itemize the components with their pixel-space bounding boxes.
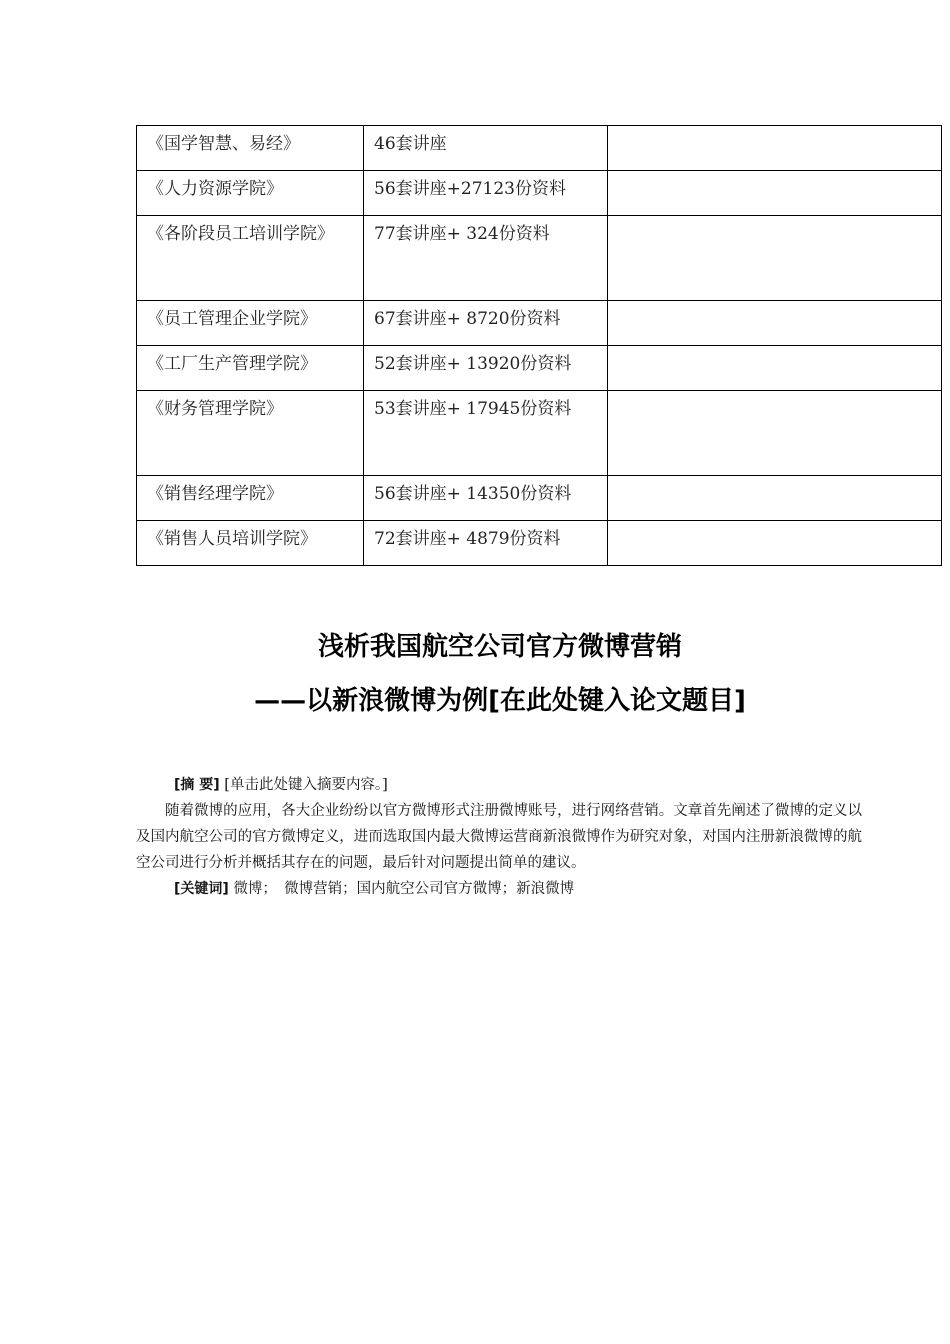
keywords-label: [关键词] [174,881,229,897]
course-content-cell [364,216,608,301]
course-note-cell [608,301,942,346]
course-note-cell [608,171,942,216]
keywords-text: 微博； 微博营销；国内航空公司官方微博；新浪微博 [233,881,575,897]
course-name: 《人力资源学院》 [147,179,283,199]
course-name: 《销售人员培训学院》 [147,529,317,549]
course-name: 《员工管理企业学院》 [147,309,317,329]
table-row [137,391,942,476]
abstract-placeholder[interactable]: [单击此处键入摘要内容。] [224,777,388,793]
course-content-cell [364,171,608,216]
course-note-cell [608,126,942,171]
course-note-cell [608,391,942,476]
abstract-label: [摘 要] [174,777,220,793]
course-name-cell [137,521,364,566]
course-name-cell [137,476,364,521]
table-row [137,171,942,216]
table-row [137,521,942,566]
course-content: 72套讲座+ 4879份资料 [374,529,561,549]
table-row [137,126,942,171]
course-name-cell [137,301,364,346]
course-content-cell [364,521,608,566]
course-name-cell [137,171,364,216]
course-name-cell [137,346,364,391]
course-note-cell [608,521,942,566]
course-table [136,125,942,566]
course-content: 77套讲座+ 324份资料 [374,224,550,244]
course-content: 56套讲座+27123份资料 [374,179,566,199]
course-name: 《国学智慧、易经》 [147,134,300,154]
course-note-cell [608,476,942,521]
table-row [137,346,942,391]
course-note-cell [608,216,942,301]
paper-title [0,620,950,728]
course-content-cell [364,126,608,171]
paper-title-main: 浅析我国航空公司官方微博营销 [317,632,682,662]
abstract-heading [136,772,862,798]
abstract-section [136,772,862,902]
course-name: 《工厂生产管理学院》 [147,354,317,374]
course-content: 52套讲座+ 13920份资料 [374,354,572,374]
course-content: 67套讲座+ 8720份资料 [374,309,561,329]
table-row [137,216,942,301]
course-content-cell [364,301,608,346]
course-name-cell [137,126,364,171]
course-name-cell [137,216,364,301]
course-content-cell [364,391,608,476]
course-name-cell [137,391,364,476]
course-note-cell [608,346,942,391]
abstract-body: 随着微博的应用，各大企业纷纷以官方微博形式注册微博账号，进行网络营销。文章首先阐述了微博的定义以及国内航空公司的官方微博定义，进而选取国内最大微博运营商新浪微博作为研究对象，对国内注册新浪微博的航空公司进行分析并概括其存在的问题，最后针对问题提出简单的建议。 [136,803,862,871]
keywords-line [136,876,862,902]
table-row [137,476,942,521]
course-content: 46套讲座 [374,134,447,154]
course-content: 56套讲座+ 14350份资料 [374,484,572,504]
course-content: 53套讲座+ 17945份资料 [374,399,572,419]
course-content-cell [364,346,608,391]
course-name: 《销售经理学院》 [147,484,283,504]
course-name: 《财务管理学院》 [147,399,283,419]
table-row [137,301,942,346]
course-name: 《各阶段员工培训学院》 [147,224,334,244]
course-content-cell [364,476,608,521]
paper-title-subtitle: ——以新浪微博为例[在此处键入论文题目] [254,686,746,716]
